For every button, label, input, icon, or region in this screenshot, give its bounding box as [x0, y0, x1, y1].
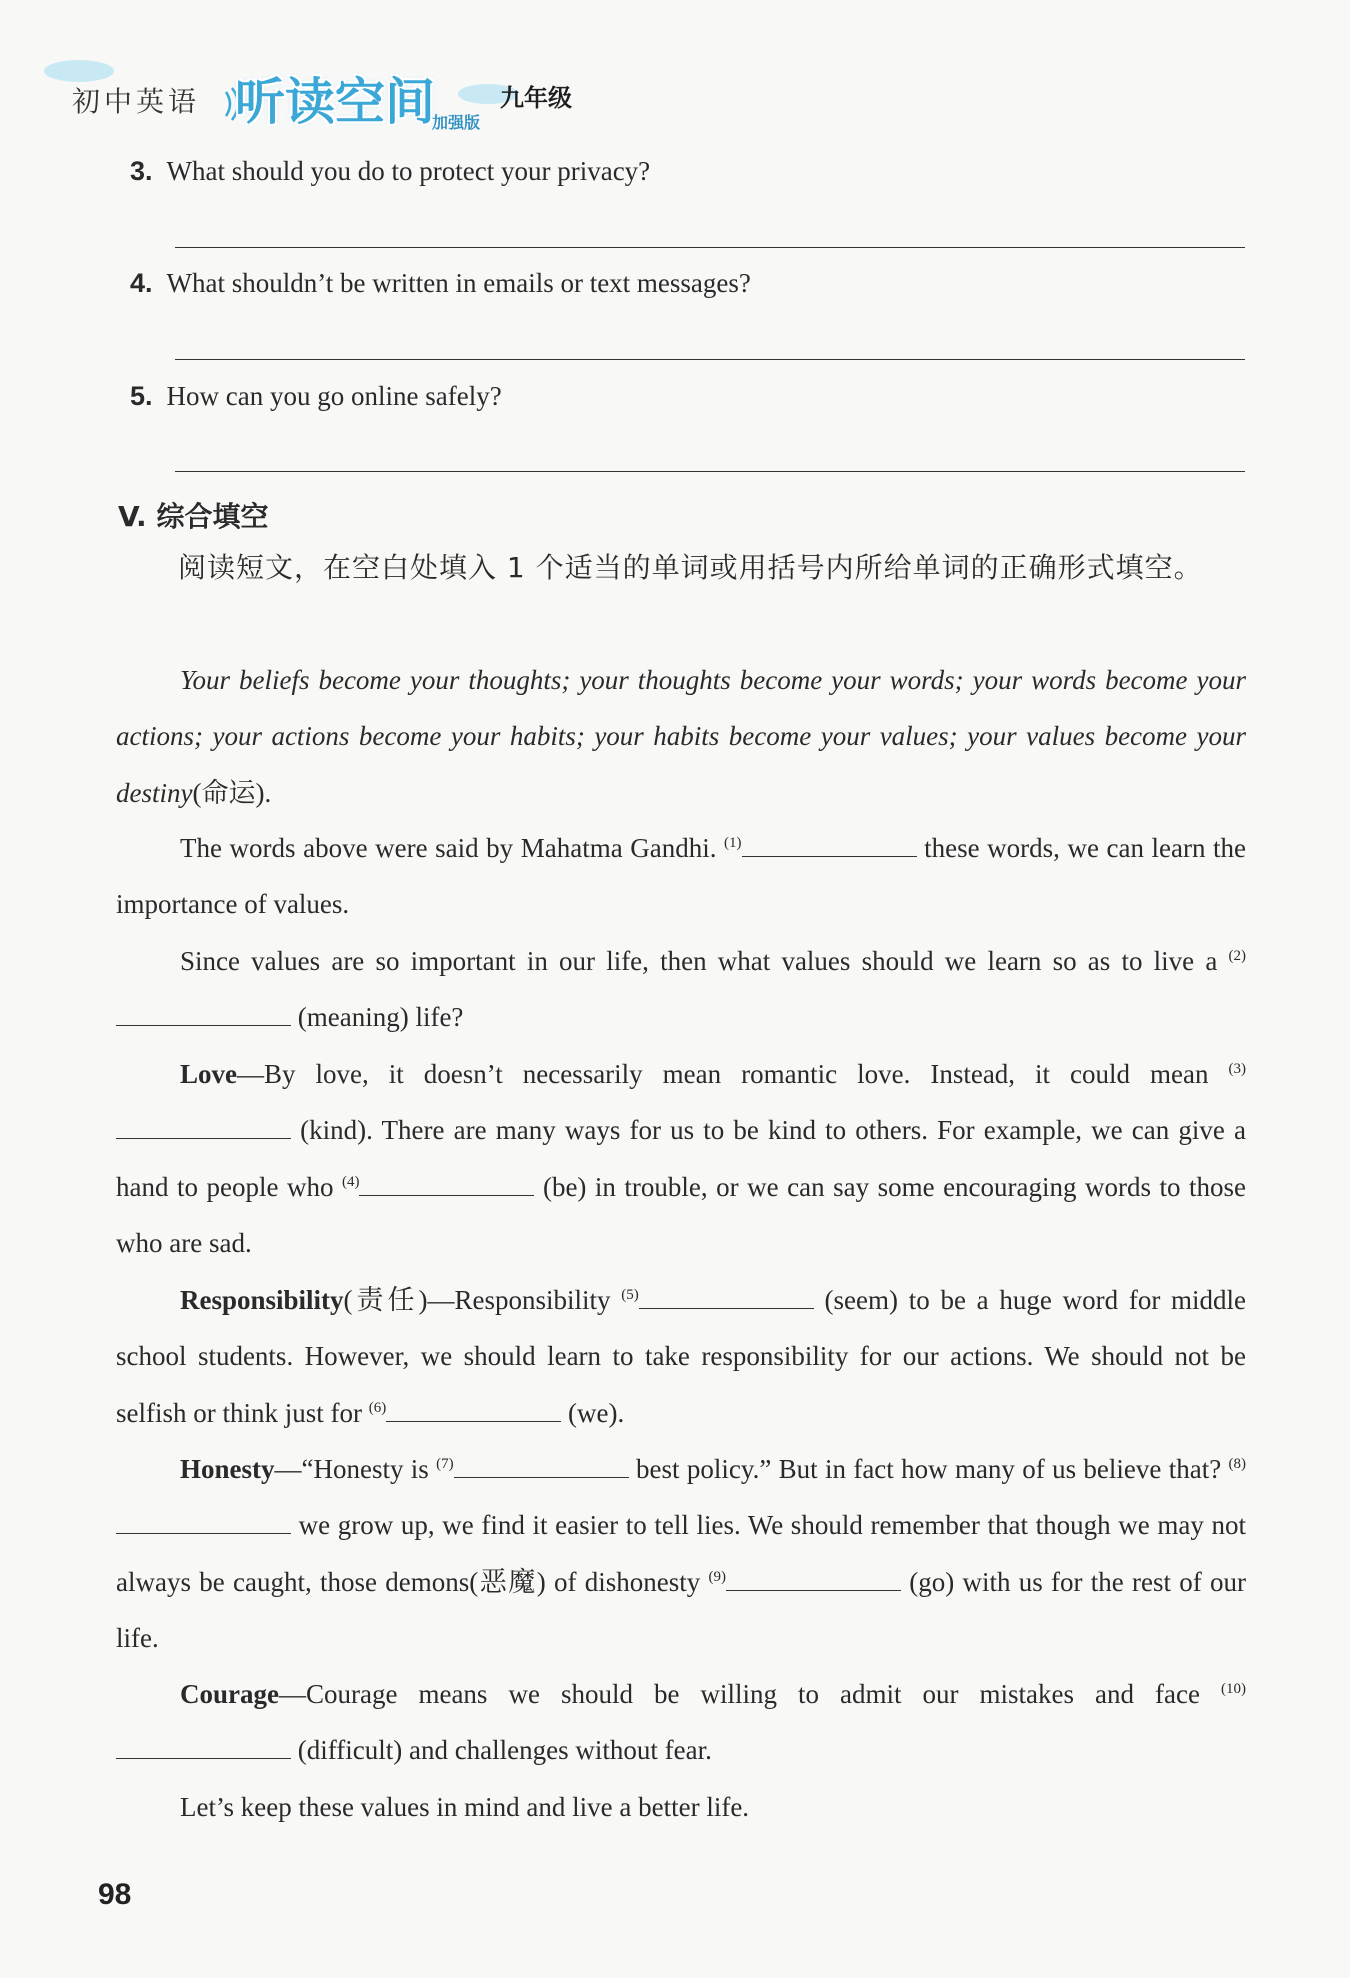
- series-title: 初中英语: [72, 85, 201, 118]
- blank-9[interactable]: [726, 1568, 901, 1591]
- section-title: V. 综合填空: [118, 500, 269, 533]
- blank-10[interactable]: [116, 1736, 291, 1759]
- page-header: [60, 58, 660, 132]
- passage-paragraph: The words above were said by Mahatma Gandhi. $^{(1)}$ these words, we can learn the importance of values.: [116, 833, 1247, 920]
- cloud-decoration: [44, 60, 114, 82]
- answer-line[interactable]: [175, 359, 1245, 360]
- question-item: 4. What shouldn’t be written in emails or text messages?: [130, 268, 751, 298]
- passage-closing: Let’s keep these values in mind and live a better life.: [180, 1792, 750, 1822]
- question-item: 5. How can you go online safely?: [130, 381, 502, 411]
- passage-paragraph-love: Love—By love, it doesn’t necessarily mean romantic love. Instead, it could mean $^{(3)}$ (kind). There are many ways for us to be kind to others. For example, we can give a hand to people who $^{(4)}$ (be) in trouble, or we can say some encouraging words to those who are sad.: [116, 1059, 1247, 1258]
- section-instruction: 阅读短文，在空白处填入 1 个适当的单词或用括号内所给单词的正确形式填空。: [178, 551, 1203, 584]
- passage-paragraph: Since values are so important in our life, then what values should we learn so as to live a $^{(2)}$ (meaning) life?: [116, 933, 1246, 1046]
- passage-paragraph-courage: Courage—Courage means we should be willing to admit our mistakes and face $^{(10)}$ (difficult) and challenges without fear.: [116, 1666, 1246, 1779]
- grade-label: 九年级: [500, 84, 572, 112]
- question-item: 3. What should you do to protect your privacy?: [130, 156, 651, 186]
- blank-7[interactable]: [454, 1455, 629, 1478]
- passage-paragraph-honesty: Honesty—“Honesty is $^{(7)}$ best policy.” But in fact how many of us believe that? $^{(8)}$ we grow up, we find it easier to tell lies. We should remember that though we may not always be caught, those demons(恶魔) of dishonesty $^{(9)}$ (go) with us for the rest of our life.: [116, 1454, 1247, 1653]
- passage-paragraph-responsibility: Responsibility(责任)—Responsibility $^{(5)}$ (seem) to be a huge word for middle school students. However, we should learn to take responsibility for our actions. We should not be selfish or think just for $^{(6)}$ (we).: [116, 1285, 1247, 1428]
- blank-8[interactable]: [116, 1511, 291, 1534]
- page-number: 98: [98, 1878, 132, 1911]
- blank-1[interactable]: [742, 834, 917, 857]
- answer-line[interactable]: [175, 247, 1245, 248]
- gandhi-quote: Your beliefs become your thoughts; your thoughts become your words; your words become your actions; your actions become your habits; your habits become your values; your values become your destiny(命运).: [116, 665, 1246, 808]
- edition-label: 加强版: [432, 113, 481, 132]
- blank-6[interactable]: [386, 1399, 561, 1422]
- blank-3[interactable]: [116, 1116, 291, 1139]
- brand-logo: 听读空间: [235, 73, 435, 131]
- blank-2[interactable]: [116, 1003, 291, 1026]
- blank-4[interactable]: [359, 1173, 534, 1196]
- answer-line[interactable]: [175, 471, 1245, 472]
- blank-5[interactable]: [639, 1286, 814, 1309]
